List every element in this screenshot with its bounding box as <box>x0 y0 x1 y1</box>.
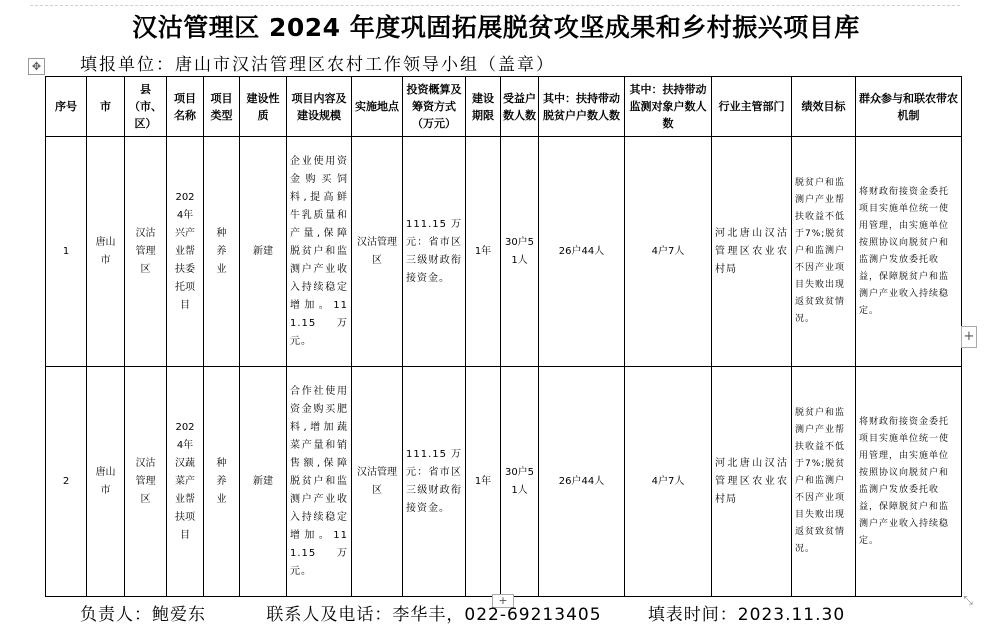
header-cell[interactable]: 项目类型 <box>204 77 240 137</box>
header-cell[interactable]: 项目内容及建设规模 <box>287 77 352 137</box>
header-cell[interactable]: 序号 <box>46 77 87 137</box>
cell-county[interactable]: 汉沽管理区 <box>125 367 167 597</box>
cell-poor-households[interactable]: 26户44人 <box>539 137 625 367</box>
cell-goal[interactable]: 脱贫户和监测户产业帮扶收益不低于7%;脱贫户和监测户不因产业项目失败出现返贫致贫情况。 <box>792 367 856 597</box>
header-cell[interactable]: 绩效目标 <box>792 77 856 137</box>
cell-nature[interactable]: 新建 <box>240 137 287 367</box>
header-cell[interactable]: 行业主管部门 <box>712 77 792 137</box>
cell-period[interactable]: 1年 <box>466 137 501 367</box>
table-row <box>46 367 962 597</box>
cell-no[interactable]: 2 <box>46 367 87 597</box>
footer-responsible: 负责人：鲍爱东 <box>80 605 206 625</box>
footer-contact: 联系人及电话：李华丰，022-69213405 <box>266 605 602 625</box>
header-cell[interactable]: 实施地点 <box>352 77 403 137</box>
reporting-unit: 填报单位：唐山市汉沽管理区农村工作领导小组（盖章） <box>80 55 555 75</box>
cell-content[interactable]: 企业使用资金购买饲料,提高鲜牛乳质量和产量,保障脱贫户和监测户产业收入持续稳定增加。111.15万元。 <box>287 137 352 367</box>
cell-mechanism[interactable]: 将财政衔接资金委托项目实施单位统一使用管理，由实施单位按照协议向脱贫户和监测户发放委托收益，保障脱贫户和监测户产业收入持续稳定。 <box>856 367 962 597</box>
cell-poor-households[interactable]: 26户44人 <box>539 367 625 597</box>
header-cell[interactable]: 其中：扶持带动监测对象户数人数 <box>625 77 712 137</box>
document-title: 汉沽管理区 2024 年度巩固拓展脱贫攻坚成果和乡村振兴项目库 <box>132 13 860 42</box>
cell-mechanism[interactable]: 将财政衔接资金委托项目实施单位统一使用管理，由实施单位按照协议向脱贫户和监测户发放委托收益，保障脱贫户和监测户产业收入持续稳定。 <box>856 137 962 367</box>
cell-period[interactable]: 1年 <box>466 367 501 597</box>
cell-dept[interactable]: 河北唐山汉沽管理区农业农村局 <box>712 137 792 367</box>
cell-city[interactable]: 唐山市 <box>87 367 125 597</box>
resize-icon[interactable]: ⤡ <box>963 593 973 607</box>
cell-county[interactable]: 汉沽管理区 <box>125 137 167 367</box>
header-cell[interactable]: 县（市、区） <box>125 77 167 137</box>
header-cell[interactable]: 项目名称 <box>167 77 204 137</box>
footer-date: 填表时间：2023.11.30 <box>647 605 846 625</box>
cell-funding[interactable]: 111.15万元：省市区三级财政衔接资金。 <box>403 367 466 597</box>
cell-no[interactable]: 1 <box>46 137 87 367</box>
header-cell[interactable]: 投资概算及筹资方式（万元） <box>403 77 466 137</box>
header-row <box>46 77 962 137</box>
footer <box>80 600 845 625</box>
cell-location[interactable]: 汉沽管理区 <box>352 137 403 367</box>
add-column-icon[interactable]: + <box>961 326 977 348</box>
table-move-icon[interactable]: ✥ <box>28 58 45 75</box>
cell-nature[interactable]: 新建 <box>240 367 287 597</box>
cell-beneficiaries[interactable]: 30户51人 <box>501 137 539 367</box>
header-cell[interactable]: 受益户数人数 <box>501 77 539 137</box>
header-cell[interactable]: 群众参与和联农带农机制 <box>856 77 962 137</box>
project-table <box>45 76 962 597</box>
cell-project-type[interactable]: 种养业 <box>204 137 240 367</box>
header-cell[interactable]: 建设期限 <box>466 77 501 137</box>
cell-goal[interactable]: 脱贫户和监测户产业帮扶收益不低于7%;脱贫户和监测户不因产业项目失败出现返贫致贫情况。 <box>792 137 856 367</box>
cell-monitor-households[interactable]: 4户7人 <box>625 367 712 597</box>
header-cell[interactable]: 建设性质 <box>240 77 287 137</box>
cell-monitor-households[interactable]: 4户7人 <box>625 137 712 367</box>
cell-location[interactable]: 汉沽管理区 <box>352 367 403 597</box>
page-top-boundary <box>30 5 960 6</box>
table-row <box>46 137 962 367</box>
cell-project-type[interactable]: 种养业 <box>204 367 240 597</box>
cell-beneficiaries[interactable]: 30户51人 <box>501 367 539 597</box>
cell-content[interactable]: 合作社使用资金购买肥料,增加蔬菜产量和销售额,保障脱贫户和监测户产业收入持续稳定增加。111.15万元。 <box>287 367 352 597</box>
cell-city[interactable]: 唐山市 <box>87 137 125 367</box>
add-row-icon[interactable]: + <box>492 594 514 608</box>
header-cell[interactable]: 市 <box>87 77 125 137</box>
cell-project-name[interactable]: 2024年兴产业帮扶委托项目 <box>167 137 204 367</box>
cell-dept[interactable]: 河北唐山汉沽管理区农业农村局 <box>712 367 792 597</box>
cell-funding[interactable]: 111.15万元：省市区三级财政衔接资金。 <box>403 137 466 367</box>
header-cell[interactable]: 其中：扶持带动脱贫户户数人数 <box>539 77 625 137</box>
cell-project-name[interactable]: 2024年汉蔬菜产业帮扶项目 <box>167 367 204 597</box>
